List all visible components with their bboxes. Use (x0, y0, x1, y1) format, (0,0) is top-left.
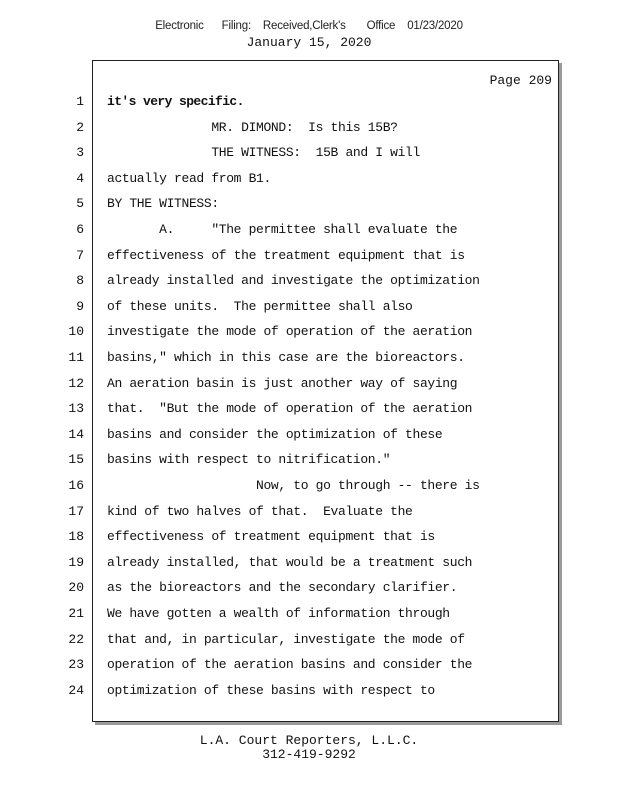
line-number: 16 (68, 478, 84, 493)
transcript-line: that. "But the mode of operation of the aeration (107, 401, 473, 416)
filing-stamp: Electronic Filing: Received,Clerk's Office 01/23/2020 (155, 20, 463, 32)
transcript-line: operation of the aeration basins and consider the (107, 657, 473, 672)
line-number: 5 (76, 196, 84, 211)
line-number: 9 (76, 299, 84, 314)
line-number: 7 (76, 248, 84, 263)
line-number: 12 (68, 376, 84, 391)
transcript-line: it's very specific. (107, 94, 244, 109)
line-number: 11 (68, 350, 84, 365)
transcript-line: MR. DIMOND: Is this 15B? (107, 120, 398, 135)
line-number: 2 (76, 120, 84, 135)
line-number: 23 (68, 657, 84, 672)
line-number: 1 (76, 94, 84, 109)
transcript-line: THE WITNESS: 15B and I will (107, 145, 420, 160)
line-number: 24 (68, 683, 84, 698)
transcript-line: basins and consider the optimization of these (107, 427, 443, 442)
transcript-line: effectiveness of the treatment equipment that is (107, 248, 465, 263)
transcript-line: effectiveness of treatment equipment that is (107, 529, 435, 544)
line-number: 21 (68, 606, 84, 621)
line-number: 19 (68, 555, 84, 570)
transcript-line: Now, to go through -- there is (107, 478, 480, 493)
transcript-line: basins with respect to nitrification." (107, 452, 391, 467)
footer-phone: 312-419-9292 (262, 747, 356, 762)
line-number: 20 (68, 580, 84, 595)
line-number: 10 (68, 324, 84, 339)
transcript-line: optimization of these basins with respect to (107, 683, 435, 698)
transcript-line: actually read from B1. (107, 171, 271, 186)
line-number: 22 (68, 632, 84, 647)
transcript-line: An aeration basin is just another way of saying (107, 376, 458, 391)
transcript-line: that and, in particular, investigate the mode of (107, 632, 465, 647)
transcript-line: BY THE WITNESS: (107, 196, 219, 211)
header-date: January 15, 2020 (246, 35, 372, 50)
transcript-line: as the bioreactors and the secondary clarifier. (107, 580, 458, 595)
line-number: 14 (68, 427, 84, 442)
footer-company: L.A. Court Reporters, L.L.C. (199, 733, 419, 748)
line-number: 13 (68, 401, 84, 416)
transcript-line: kind of two halves of that. Evaluate the (107, 504, 413, 519)
line-number: 6 (76, 222, 84, 237)
line-number: 3 (76, 145, 84, 160)
transcript-line: already installed, that would be a treatment such (107, 555, 473, 570)
line-number: 18 (68, 529, 84, 544)
transcript-line: already installed and investigate the optimization (107, 273, 480, 288)
page-number: Page 209 (489, 73, 552, 88)
transcript-line: investigate the mode of operation of the aeration (107, 324, 473, 339)
transcript-line: basins," which in this case are the bioreactors. (107, 350, 465, 365)
transcript-line: of these units. The permittee shall also (107, 299, 413, 314)
transcript-line: A. "The permittee shall evaluate the (107, 222, 458, 237)
transcript-line: We have gotten a wealth of information through (107, 606, 450, 621)
line-number: 4 (76, 171, 84, 186)
line-number: 15 (68, 452, 84, 467)
line-number: 17 (68, 504, 84, 519)
line-number: 8 (76, 273, 84, 288)
